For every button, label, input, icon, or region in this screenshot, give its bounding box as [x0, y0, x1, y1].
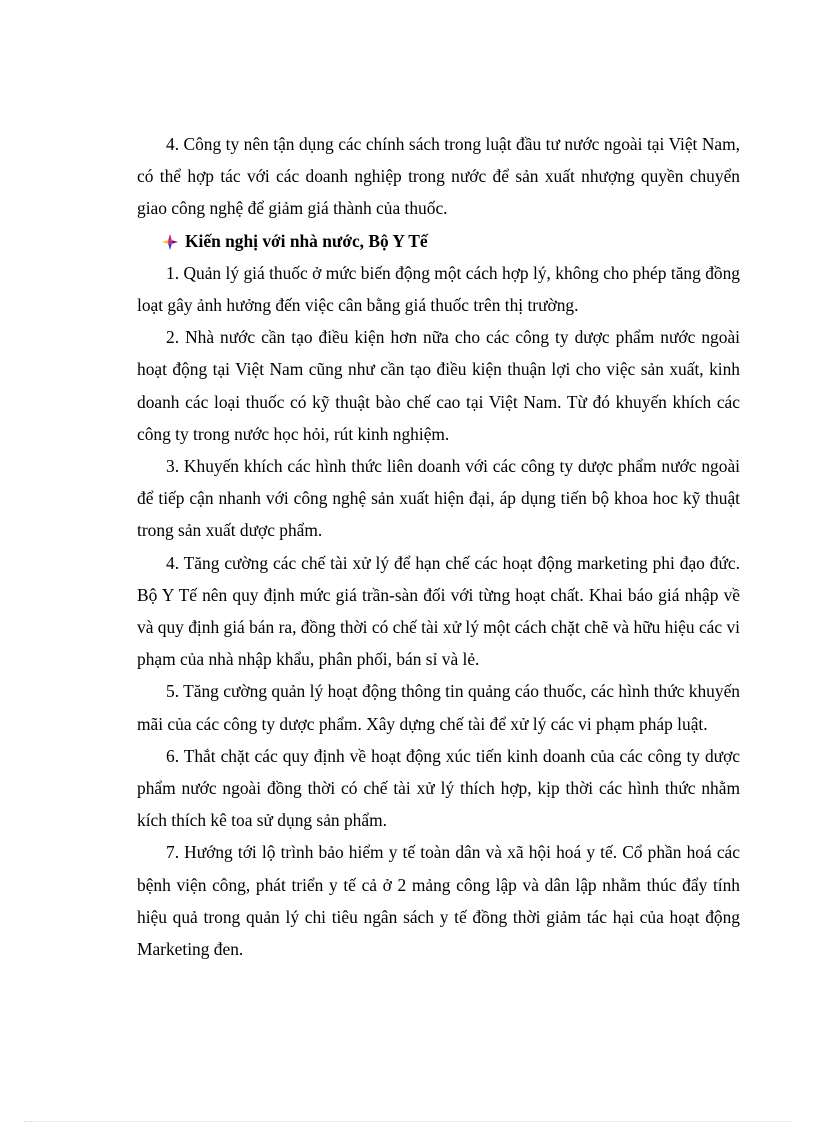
recommendation-item-2: 2. Nhà nước cần tạo điều kiện hơn nữa cho các công ty dược phẩm nước ngoài hoạt động tại Việt Nam cũng như cần tạo điều kiện thuận lợi cho việc sản xuất, kinh doanh các loại thuốc có kỹ thuật bào chế cao tại Việt Nam. Từ đó khuyến khích các công ty trong nước học hỏi, rút kinh nghiệm. — [137, 327, 740, 444]
paragraph-item-4-company: 4. Công ty nên tận dụng các chính sách trong luật đầu tư nước ngoài tại Việt Nam, có thể hợp tác với các doanh nghiệp trong nước để sản xuất nhượng quyền chuyển giao công nghệ để giảm giá thành của thuốc. — [137, 134, 740, 219]
page-bottom-divider — [24, 1121, 792, 1122]
recommendation-item-1: 1. Quản lý giá thuốc ở mức biến động một cách hợp lý, không cho phép tăng đồng loạt gây ảnh hưởng đến việc cân bằng giá thuốc trên thị trường. — [137, 262, 740, 316]
document-body — [137, 128, 740, 965]
recommendation-item-6: 6. Thắt chặt các quy định về hoạt động xúc tiến kinh doanh của các công ty dược phẩm nước ngoài đồng thời có chế tài xử lý thích hợp, kịp thời các hình thức nhằm kích thích kê toa sử dụng sản phẩm. — [137, 745, 740, 831]
recommendation-item-3: 3. Khuyến khích các hình thức liên doanh với các công ty dược phẩm nước ngoài để tiếp cận nhanh với công nghệ sản xuất hiện đại, áp dụng tiến bộ khoa hoc kỹ thuật trong sản xuất dược phẩm. — [137, 456, 740, 541]
four-point-star-bullet-icon — [161, 233, 179, 251]
section-heading — [137, 225, 740, 257]
section-heading-text: Kiến nghị với nhà nước, Bộ Y Tế — [185, 230, 428, 251]
recommendation-item-4: 4. Tăng cường các chế tài xử lý để hạn chế các hoạt động marketing phi đạo đức. Bộ Y Tế nên quy định mức giá trần-sàn đối với từng hoạt chất. Khai báo giá nhập về và quy định giá bán ra, đồng thời có chế tài xử lý một cách chặt chẽ và hữu hiệu các vi phạm của nhà nhập khẩu, phân phối, bán sỉ và lẻ. — [137, 552, 740, 670]
recommendation-item-5: 5. Tăng cường quản lý hoạt động thông tin quảng cáo thuốc, các hình thức khuyến mãi của các công ty dược phẩm. Xây dựng chế tài để xử lý các vi phạm pháp luật. — [137, 681, 740, 734]
recommendation-item-7: 7. Hướng tới lộ trình bảo hiểm y tế toàn dân và xã hội hoá y tế. Cổ phần hoá các bệnh viện công, phát triển y tế cả ở 2 mảng công lập và dân lập nhằm thúc đẩy tính hiệu quả trong quản lý chi tiêu ngân sách y tế đồng thời giảm tác hại của hoạt động Marketing đen. — [137, 842, 740, 960]
